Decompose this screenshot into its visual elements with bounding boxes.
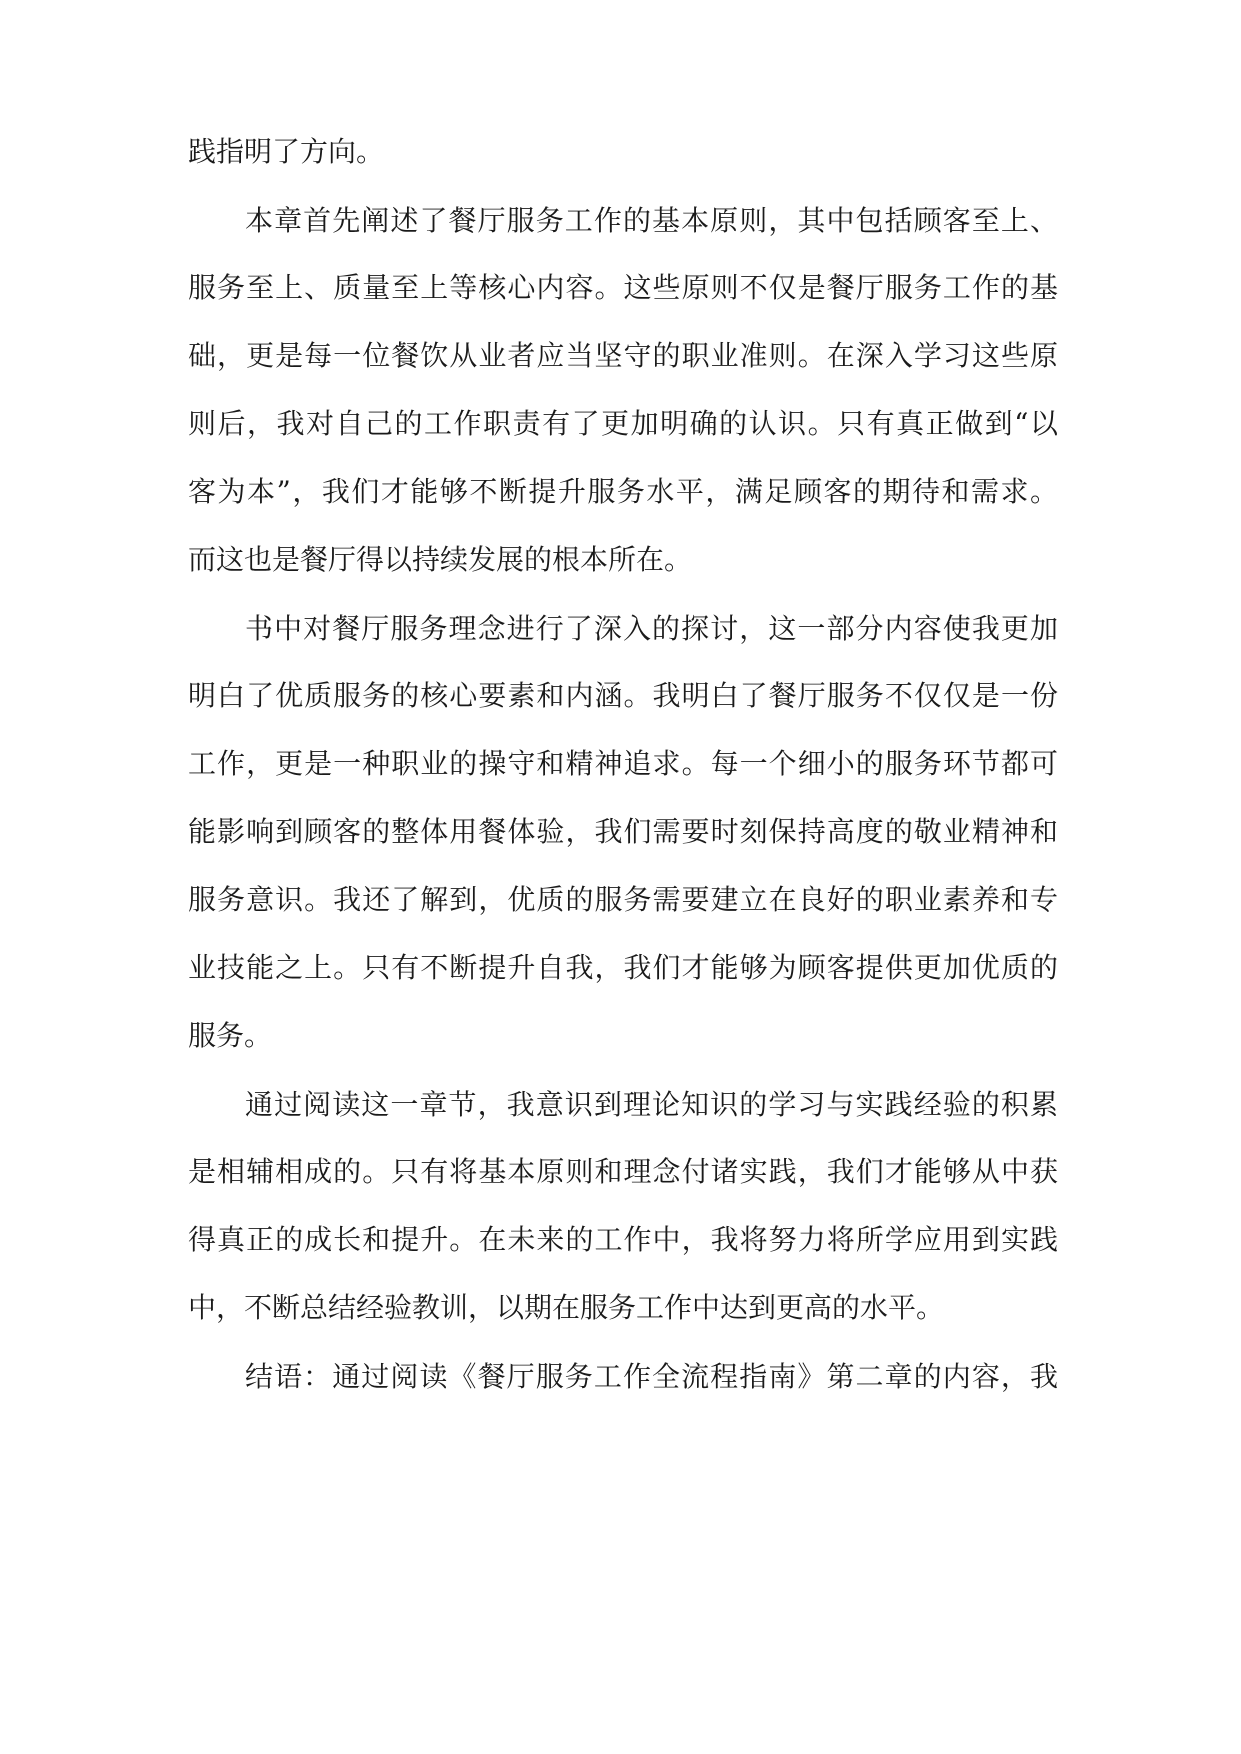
text-line: 则后，我对自己的工作职责有了更加明确的认识。只有真正做到“以 <box>188 407 1058 440</box>
text-line: 服务意识。我还了解到，优质的服务需要建立在良好的职业素养和专 <box>188 883 1058 916</box>
text-line: 通过阅读这一章节，我意识到理论知识的学习与实践经验的积累 <box>245 1088 1058 1121</box>
text-line: 书中对餐厅服务理念进行了深入的探讨，这一部分内容使我更加 <box>245 612 1058 645</box>
text-line: 而这也是餐厅得以持续发展的根本所在。 <box>188 543 693 576</box>
text-line: 是相辅相成的。只有将基本原则和理念付诸实践，我们才能够从中获 <box>188 1155 1058 1188</box>
text-line: 结语：通过阅读《餐厅服务工作全流程指南》第二章的内容，我 <box>245 1360 1058 1393</box>
text-line: 践指明了方向。 <box>188 135 385 168</box>
text-line: 业技能之上。只有不断提升自我，我们才能够为顾客提供更加优质的 <box>188 951 1058 984</box>
text-line: 得真正的成长和提升。在未来的工作中，我将努力将所学应用到实践 <box>188 1223 1058 1256</box>
text-line: 服务至上、质量至上等核心内容。这些原则不仅是餐厅服务工作的基 <box>188 271 1058 304</box>
text-line: 工作，更是一种职业的操守和精神追求。每一个细小的服务环节都可 <box>188 747 1058 780</box>
text-line: 能影响到顾客的整体用餐体验，我们需要时刻保持高度的敬业精神和 <box>188 815 1058 848</box>
text-line: 服务。 <box>188 1019 273 1052</box>
text-line: 明白了优质服务的核心要素和内涵。我明白了餐厅服务不仅仅是一份 <box>188 679 1058 712</box>
text-line: 客为本”，我们才能够不断提升服务水平，满足顾客的期待和需求。 <box>188 475 1058 508</box>
text-line: 础，更是每一位餐饮从业者应当坚守的职业准则。在深入学习这些原 <box>188 339 1058 372</box>
text-line: 中，不断总结经验教训，以期在服务工作中达到更高的水平。 <box>188 1291 945 1324</box>
text-line: 本章首先阐述了餐厅服务工作的基本原则，其中包括顾客至上、 <box>245 204 1058 237</box>
